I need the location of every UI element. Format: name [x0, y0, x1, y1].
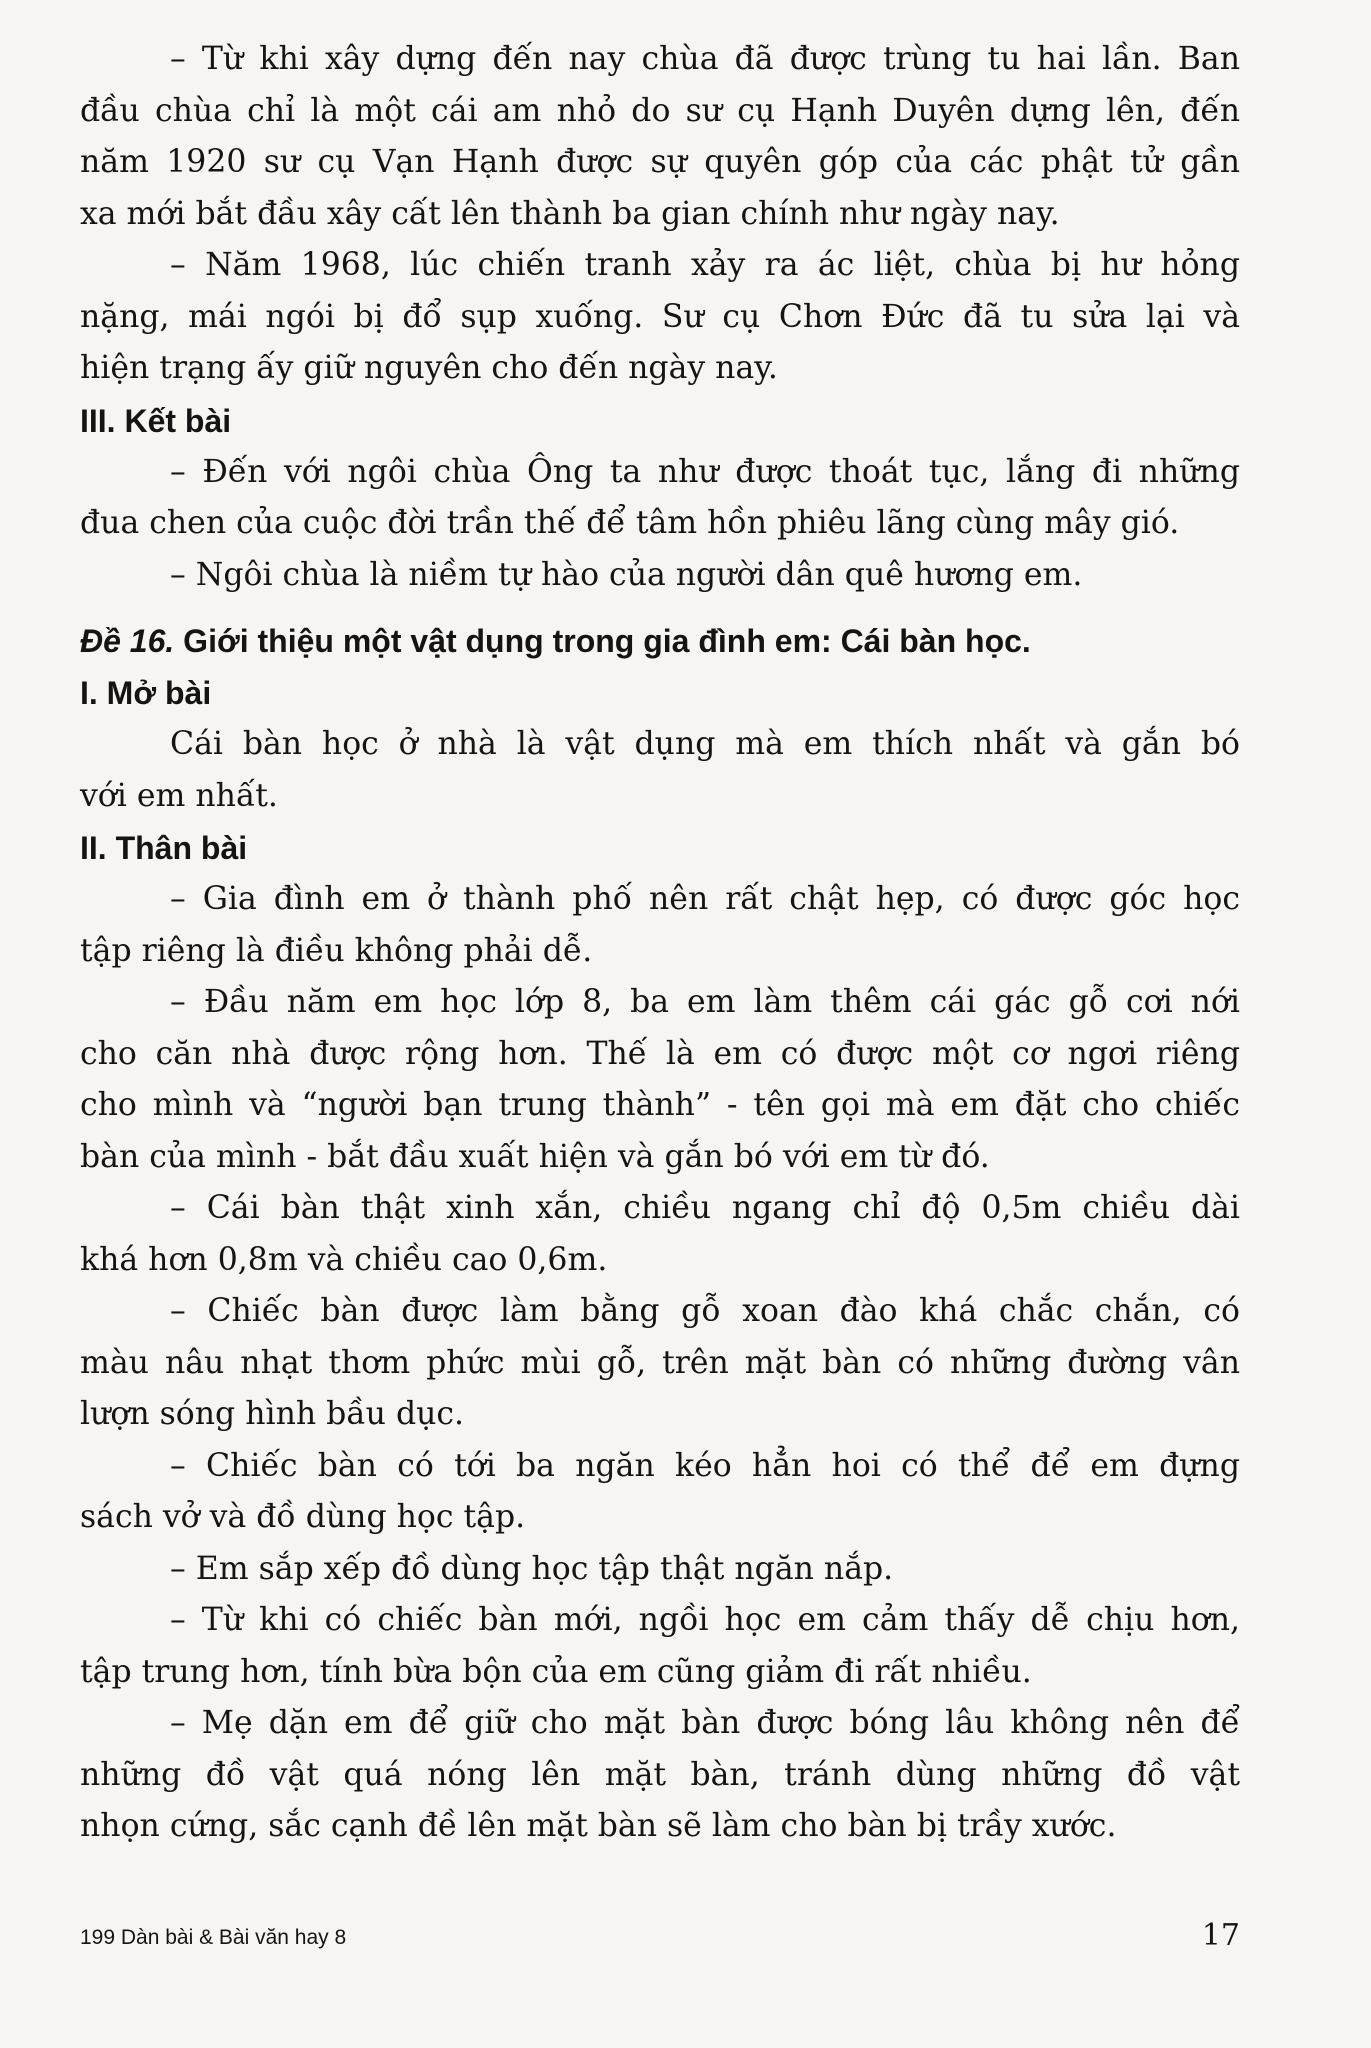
- text-line: nặng, mái ngói bị đổ sụp xuống. Sư cụ Chơn Đức đã tu sửa lại và: [80, 298, 1240, 335]
- text-line: hiện trạng ấy giữ nguyên cho đến ngày nay.: [80, 350, 778, 386]
- text-line: – Đến với ngôi chùa Ông ta như được thoát tục, lắng đi những: [170, 453, 1240, 490]
- section-heading-ket-bai: III. Kết bài: [80, 402, 232, 439]
- section-mo-bai-body: [80, 719, 1240, 822]
- text-line: cho mình và “người bạn trung thành” - tên gọi mà em đặt cho chiếc: [80, 1087, 1240, 1123]
- paragraph: [80, 1544, 1240, 1596]
- text-line: – Ngôi chùa là niềm tự hào của người dân quê hương em.: [170, 556, 1083, 593]
- text-line: – Chiếc bàn được làm bằng gỗ xoan đào khá chắc chắn, có: [170, 1293, 1240, 1329]
- topic-number: Đề 16.: [80, 623, 175, 659]
- paragraph: [80, 34, 1240, 240]
- section-heading-mo-bai: I. Mở bài: [80, 675, 212, 711]
- page-footer: [80, 1916, 1240, 1956]
- page-number: 17: [1201, 1918, 1240, 1953]
- topic-title-de-16: [80, 615, 1240, 667]
- text-line: cho căn nhà được rộng hơn. Thế là em có được một cơ ngơi riêng: [80, 1035, 1240, 1072]
- text-line: bàn của mình - bắt đầu xuất hiện và gắn bó với em từ đó.: [80, 1138, 990, 1175]
- text-line: tập trung hơn, tính bừa bộn của em cũng giảm đi rất nhiều.: [80, 1653, 1032, 1690]
- paragraph: [80, 447, 1240, 550]
- text-line: – Từ khi xây dựng đến nay chùa đã được trùng tu hai lần. Ban: [170, 41, 1240, 77]
- text-line: lượn sóng hình bầu dục.: [80, 1396, 465, 1432]
- text-line: sách vở và đồ dùng học tập.: [80, 1499, 526, 1535]
- paragraph: [80, 1595, 1240, 1698]
- text-line: – Chiếc bàn có tới ba ngăn kéo hẳn hoi có thể để em đựng: [170, 1447, 1240, 1484]
- text-line: đầu chùa chỉ là một cái am nhỏ do sư cụ Hạnh Duyên dựng lên, đến: [80, 92, 1240, 129]
- paragraph: [80, 719, 1240, 822]
- text-line: màu nâu nhạt thơm phức mùi gỗ, trên mặt bàn có những đường vân: [80, 1344, 1240, 1381]
- text-line: – Đầu năm em học lớp 8, ba em làm thêm cái gác gỗ cơi nới: [170, 984, 1240, 1020]
- paragraph: [80, 1698, 1240, 1853]
- section-intro-body: [80, 34, 1240, 395]
- book-title: 199 Dàn bài & Bài văn hay 8: [80, 1926, 347, 1949]
- topic-text: Giới thiệu một vật dụng trong gia đình em: Cái bàn học.: [183, 623, 1031, 659]
- text-line: – Từ khi có chiếc bàn mới, ngồi học em cảm thấy dễ chịu hơn,: [170, 1602, 1240, 1638]
- section-than-bai-body: [80, 874, 1240, 1853]
- text-line: những đồ vật quá nóng lên mặt bàn, tránh dùng những đồ vật: [80, 1756, 1240, 1793]
- book-page: [80, 34, 1240, 2024]
- section-ket-bai-body: [80, 447, 1240, 602]
- text-line: đua chen của cuộc đời trần thế để tâm hồn phiêu lãng cùng mây gió.: [80, 505, 1180, 541]
- section-heading-than-bai: II. Thân bài: [80, 830, 248, 866]
- paragraph: [80, 874, 1240, 977]
- text-line: xa mới bắt đầu xây cất lên thành ba gian chính như ngày nay.: [80, 195, 1060, 232]
- text-line: năm 1920 sư cụ Vạn Hạnh được sự quyên góp của các phật tử gần: [80, 144, 1240, 180]
- paragraph: [80, 1183, 1240, 1286]
- paragraph: [80, 550, 1240, 602]
- paragraph: [80, 977, 1240, 1183]
- paragraph: [80, 1441, 1240, 1544]
- text-line: khá hơn 0,8m và chiều cao 0,6m.: [80, 1241, 608, 1278]
- text-line: – Mẹ dặn em để giữ cho mặt bàn được bóng lâu không nên để: [170, 1705, 1240, 1741]
- text-line: – Cái bàn thật xinh xắn, chiều ngang chỉ độ 0,5m chiều dài: [170, 1190, 1240, 1226]
- text-line: nhọn cứng, sắc cạnh đề lên mặt bàn sẽ làm cho bàn bị trầy xước.: [80, 1808, 1117, 1844]
- paragraph: [80, 1286, 1240, 1441]
- paragraph: [80, 240, 1240, 395]
- text-line: – Năm 1968, lúc chiến tranh xảy ra ác liệt, chùa bị hư hỏng: [170, 247, 1240, 283]
- text-line: – Gia đình em ở thành phố nên rất chật hẹp, có được góc học: [170, 881, 1240, 917]
- text-line: Cái bàn học ở nhà là vật dụng mà em thích nhất và gắn bó: [170, 726, 1240, 762]
- text-line: với em nhất.: [80, 777, 278, 814]
- text-line: – Em sắp xếp đồ dùng học tập thật ngăn nắp.: [170, 1550, 894, 1587]
- text-line: tập riêng là điều không phải dễ.: [80, 932, 593, 969]
